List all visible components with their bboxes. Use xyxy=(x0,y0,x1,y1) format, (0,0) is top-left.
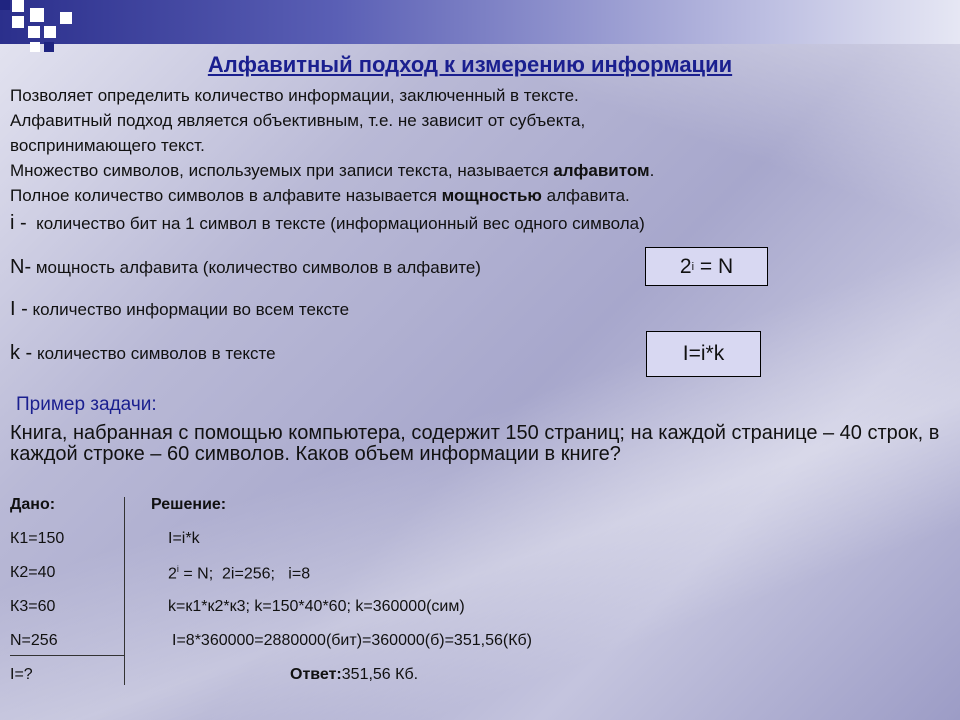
given-item: К1=150 xyxy=(10,530,65,547)
def-i-text: количество бит на 1 символ в тексте (информационный вес одного символа) xyxy=(36,214,645,233)
def-i-symbol: i - xyxy=(10,212,27,234)
solution-label: Решение: xyxy=(151,496,227,513)
given-item: I=? xyxy=(10,666,33,683)
def-k xyxy=(10,342,276,365)
intro-line-3: воспринимающего текст. xyxy=(10,136,205,155)
given-label: Дано: xyxy=(10,496,56,513)
given-item: К2=40 xyxy=(10,564,56,581)
def-i xyxy=(10,212,645,235)
def-I xyxy=(10,298,349,321)
def-N-symbol: N- xyxy=(10,256,32,278)
term-alphabet: алфавитом xyxy=(553,161,650,180)
def-k-symbol: k - xyxy=(10,342,33,364)
def-N-text: мощность алфавита (количество символов в алфавите) xyxy=(35,258,481,277)
table-divider-vertical xyxy=(124,497,125,685)
intro-line-5: Полное количество символов в алфавите называется мощностью алфавита. xyxy=(10,186,630,205)
answer-label: Ответ: xyxy=(290,666,342,683)
def-I-text: количество информации во всем тексте xyxy=(32,300,350,319)
def-N xyxy=(10,256,481,279)
intro-line-2: Алфавитный подход является объективным, т.е. не зависит от субъекта, xyxy=(10,111,586,130)
intro-line-1: Позволяет определить количество информации, заключенный в тексте. xyxy=(10,86,579,105)
solution-step-2: $2^i = N$; 2i=256; i=8 xyxy=(168,564,311,583)
intro-line-4: Множество символов, используемых при записи текста, называется алфавитом. xyxy=(10,161,655,180)
solution-answer xyxy=(290,666,418,684)
given-item: N=256 xyxy=(10,632,58,649)
table-divider-horizontal xyxy=(10,655,125,656)
example-task: Книга, набранная с помощью компьютера, содержит 150 страниц; на каждой странице – 40 строк, в каждой строке – 60 символов. Каков объем информации в книге? xyxy=(10,422,940,465)
answer-value: 351,56 Кб. xyxy=(341,666,419,683)
page-title: Алфавитный подход к измерению информации xyxy=(207,52,733,77)
def-I-symbol: I - xyxy=(10,298,28,320)
term-power: мощностью xyxy=(441,186,542,205)
header-bar xyxy=(0,0,960,44)
formula-box-power: 2 i = N xyxy=(645,247,768,286)
solution-step-1: I=i*k xyxy=(168,530,200,547)
given-item: К3=60 xyxy=(10,598,56,615)
example-heading: Пример задачи: xyxy=(16,394,157,415)
formula-box-info: I=i*k xyxy=(646,331,761,377)
solution-step-4: I=8*360000=2880000(бит)=360000(б)=351,56(Кб) xyxy=(172,632,532,649)
def-k-text: количество символов в тексте xyxy=(36,344,276,363)
solution-step-3: k=к1*к2*к3; k=150*40*60; k=360000(сим) xyxy=(168,598,465,615)
